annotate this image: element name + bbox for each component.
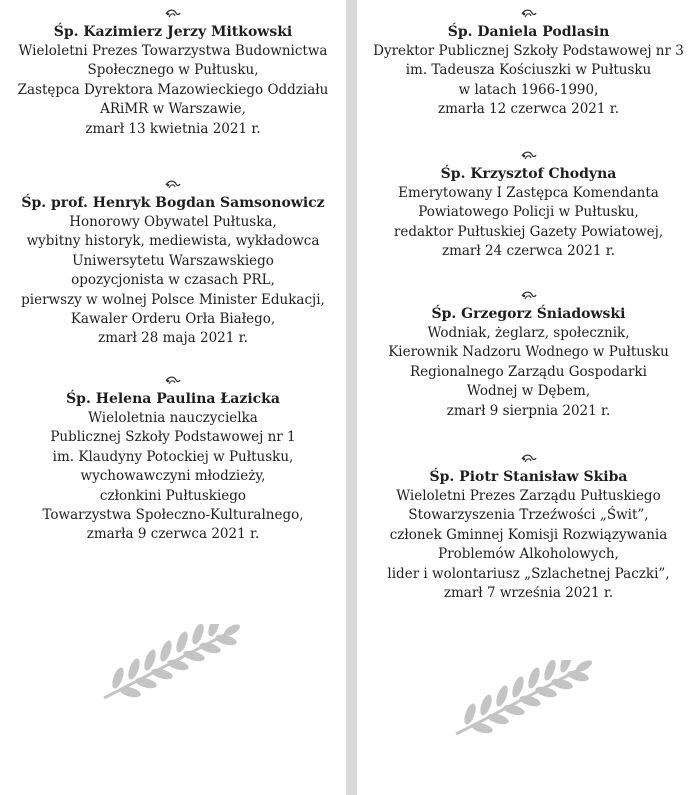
description-line: redaktor Pułtuskiej Gazety Powiatowej, [393, 223, 664, 240]
fleuron-icon [521, 453, 537, 464]
obituary-entry [0, 375, 346, 545]
description-line: członek Gminnej Komisji Rozwiązywania [389, 526, 668, 543]
description-line: Uniwersytetu Warszawskiego [72, 252, 274, 269]
description-line: pierwszy w wolnej Polsce Minister Edukacji, [21, 291, 325, 308]
description-line: Kierownik Nadzoru Wodnego w Pułtusku [388, 344, 669, 361]
description-line: Towarzystwa Społeczno-Kulturalnego, [42, 507, 304, 524]
obituary-entry [357, 150, 700, 262]
description-line: im. Tadeusza Kościuszki w Pułtusku [405, 62, 652, 79]
description-line: Wieloletnia nauczycielka [88, 410, 258, 426]
fleuron-icon [521, 290, 537, 301]
ornament [0, 8, 346, 20]
description-line: zmarła 9 czerwca 2021 r. [86, 526, 260, 543]
person-name: Śp. prof. Henryk Bogdan Samsonowicz [21, 195, 325, 211]
description-line: lider i wolontariusz „Szlachetnej Paczki”, [387, 565, 670, 582]
description-line: Emerytowany I Zastępca Komendanta [398, 185, 659, 201]
ornament [357, 8, 700, 20]
person-name: Śp. Helena Paulina Łazicka [66, 391, 280, 407]
description-line: Honorowy Obywatel Pułtuska, [69, 214, 277, 230]
description-line: Wieloletni Prezes Towarzystwa Budownictwa [18, 43, 328, 59]
right-column [357, 0, 700, 795]
description-line: wychowawczyni młodzieży, [80, 468, 266, 485]
ornament [357, 453, 700, 465]
description-line: zmarł 7 września 2021 r. [443, 585, 614, 602]
description-line: Stowarzyszenia Trzeźwości „Świt”, [408, 507, 649, 524]
ornament [357, 150, 700, 162]
person-name: Śp. Piotr Stanisław Skiba [429, 469, 628, 485]
person-name: Śp. Grzegorz Śniadowski [431, 306, 626, 322]
description-line: w latach 1966-1990, [458, 81, 599, 98]
left-column [0, 0, 346, 795]
description-line: zmarł 9 sierpnia 2021 r. [446, 402, 611, 419]
description-line: ARiMR w Warszawie, [100, 101, 246, 118]
laurel-leaf-icon [452, 660, 592, 740]
description-line: Wodniak, żeglarz, społecznik, [427, 325, 630, 341]
fleuron-icon [165, 375, 181, 386]
fleuron-icon [165, 179, 181, 190]
description-line: członkini Pułtuskiego [99, 487, 247, 504]
description-line: wybitny historyk, mediewista, wykładowca [26, 233, 320, 250]
obituary-entry [0, 8, 346, 139]
description-line: opozycjonista w czasach PRL, [71, 272, 275, 289]
description-line: zmarła 12 czerwca 2021 r. [437, 101, 620, 118]
description-line: Kawaler Orderu Orła Białego, [70, 311, 276, 328]
ornament [0, 375, 346, 387]
description-line: Społecznego w Pułtusku, [87, 62, 259, 79]
description-line: zmarł 24 czerwca 2021 r. [441, 243, 616, 260]
description-line: Wieloletni Prezes Zarządu Pułtuskiego [396, 488, 661, 504]
fleuron-icon [521, 8, 537, 19]
ornament [357, 290, 700, 302]
obituary-entry [357, 290, 700, 421]
description-line: Wodnej w Dębem, [466, 383, 591, 400]
description-line: Powiatowego Policji w Pułtusku, [418, 204, 639, 221]
fleuron-icon [165, 8, 181, 19]
description-line: Regionalnego Zarządu Gospodarki [410, 363, 647, 380]
person-name: Śp. Daniela Podlasin [447, 24, 610, 40]
obituary-entry [357, 453, 700, 603]
description-line: zmarł 28 maja 2021 r. [98, 330, 248, 347]
person-name: Śp. Krzysztof Chodyna [440, 166, 617, 182]
obituary-entry [0, 179, 346, 349]
description-line: Dyrektor Publicznej Szkoły Podstawowej nr 3 [373, 43, 684, 59]
description-line: Publicznej Szkoły Podstawowej nr 1 [50, 429, 296, 446]
laurel-leaf-icon [100, 624, 240, 704]
description-line: im. Klaudyny Potockiej w Pułtusku, [52, 448, 294, 465]
fleuron-icon [521, 150, 537, 161]
description-line: Problemów Alkoholowych, [438, 546, 619, 563]
person-name: Śp. Kazimierz Jerzy Mitkowski [53, 24, 293, 40]
ornament [0, 179, 346, 191]
obituary-entry [357, 8, 700, 120]
description-line: Zastępca Dyrektora Mazowieckiego Oddziału [17, 81, 329, 98]
description-line: zmarł 13 kwietnia 2021 r. [85, 120, 261, 137]
